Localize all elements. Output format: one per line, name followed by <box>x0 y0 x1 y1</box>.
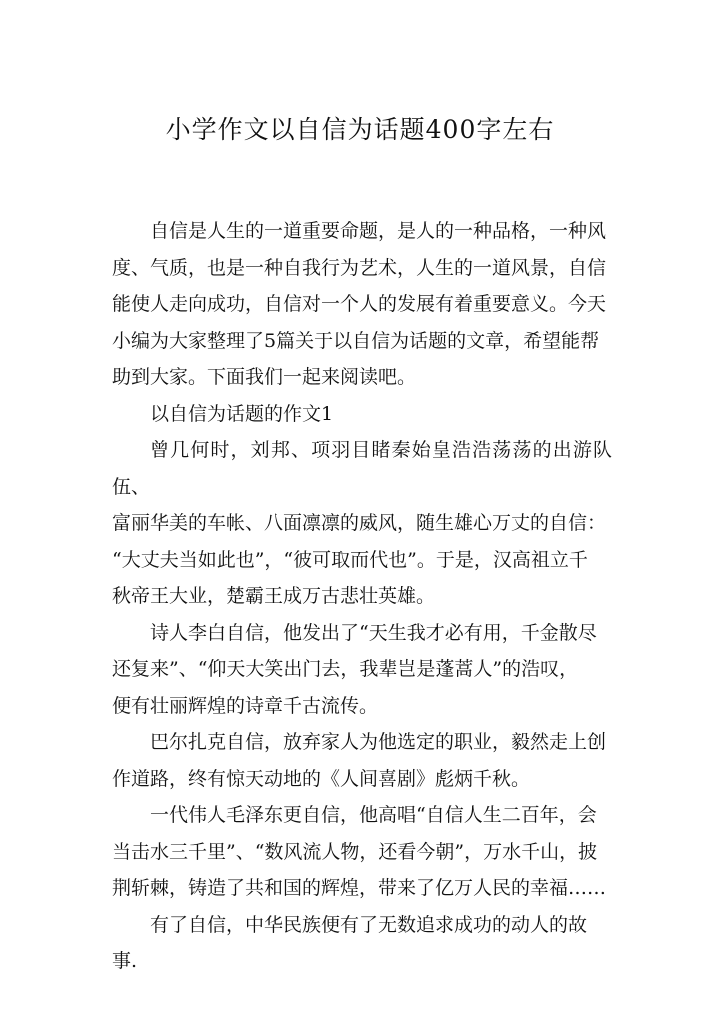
paragraph-mao: 一代伟人毛泽东更自信，他高唱“自信人生二百年，会 当击水三千里”、“数风流人物，还看今朝”，万水千山，披 荆斩棘，铸造了共和国的辉煌，带来了亿万人民的幸福…… <box>112 804 607 899</box>
paragraph-intro: 自信是人生的一道重要命题，是人的一种品格，一种风 度、气质，也是一种自我行为艺术，人生的一道风景，自信 能使人走向成功，自信对一个人的发展有着重要意义。今天 小编为大家整理了5篇关于以自信为话题的文章，希望能帮 助到大家。下面我们一起来阅读吧。 <box>112 220 607 388</box>
document-body <box>112 213 612 980</box>
essay-heading: 以自信为话题的作文1 <box>150 402 334 425</box>
paragraph-balzac: 巴尔扎克自信，放弃家人为他选定的职业，毅然走上创 作道路，终有惊天动地的《人间喜剧》彪炳千秋。 <box>112 731 607 790</box>
paragraph-liu-xiang: 曾几何时，刘邦、项羽目睹秦始皇浩浩荡荡的出游队伍、 富丽华美的车帐、八面凛凛的威风，随生雄心万丈的自信： “大丈夫当如此也”，“彼可取而代也”。于是，汉高祖立千 秋帝王大业，楚霸王成万古悲壮英雄。 <box>112 439 612 607</box>
document-title: 小学作文以自信为话题400字左右 <box>165 115 555 144</box>
paragraph-li-bai: 诗人李白自信，他发出了“天生我才必有用，千金散尽 还复来”、“仰天大笑出门去，我辈岂是蓬蒿人”的浩叹， 便有壮丽辉煌的诗章千古流传。 <box>112 621 597 717</box>
paragraph-conclusion: 有了自信，中华民族便有了无数追求成功的动人的故事. <box>112 913 588 972</box>
